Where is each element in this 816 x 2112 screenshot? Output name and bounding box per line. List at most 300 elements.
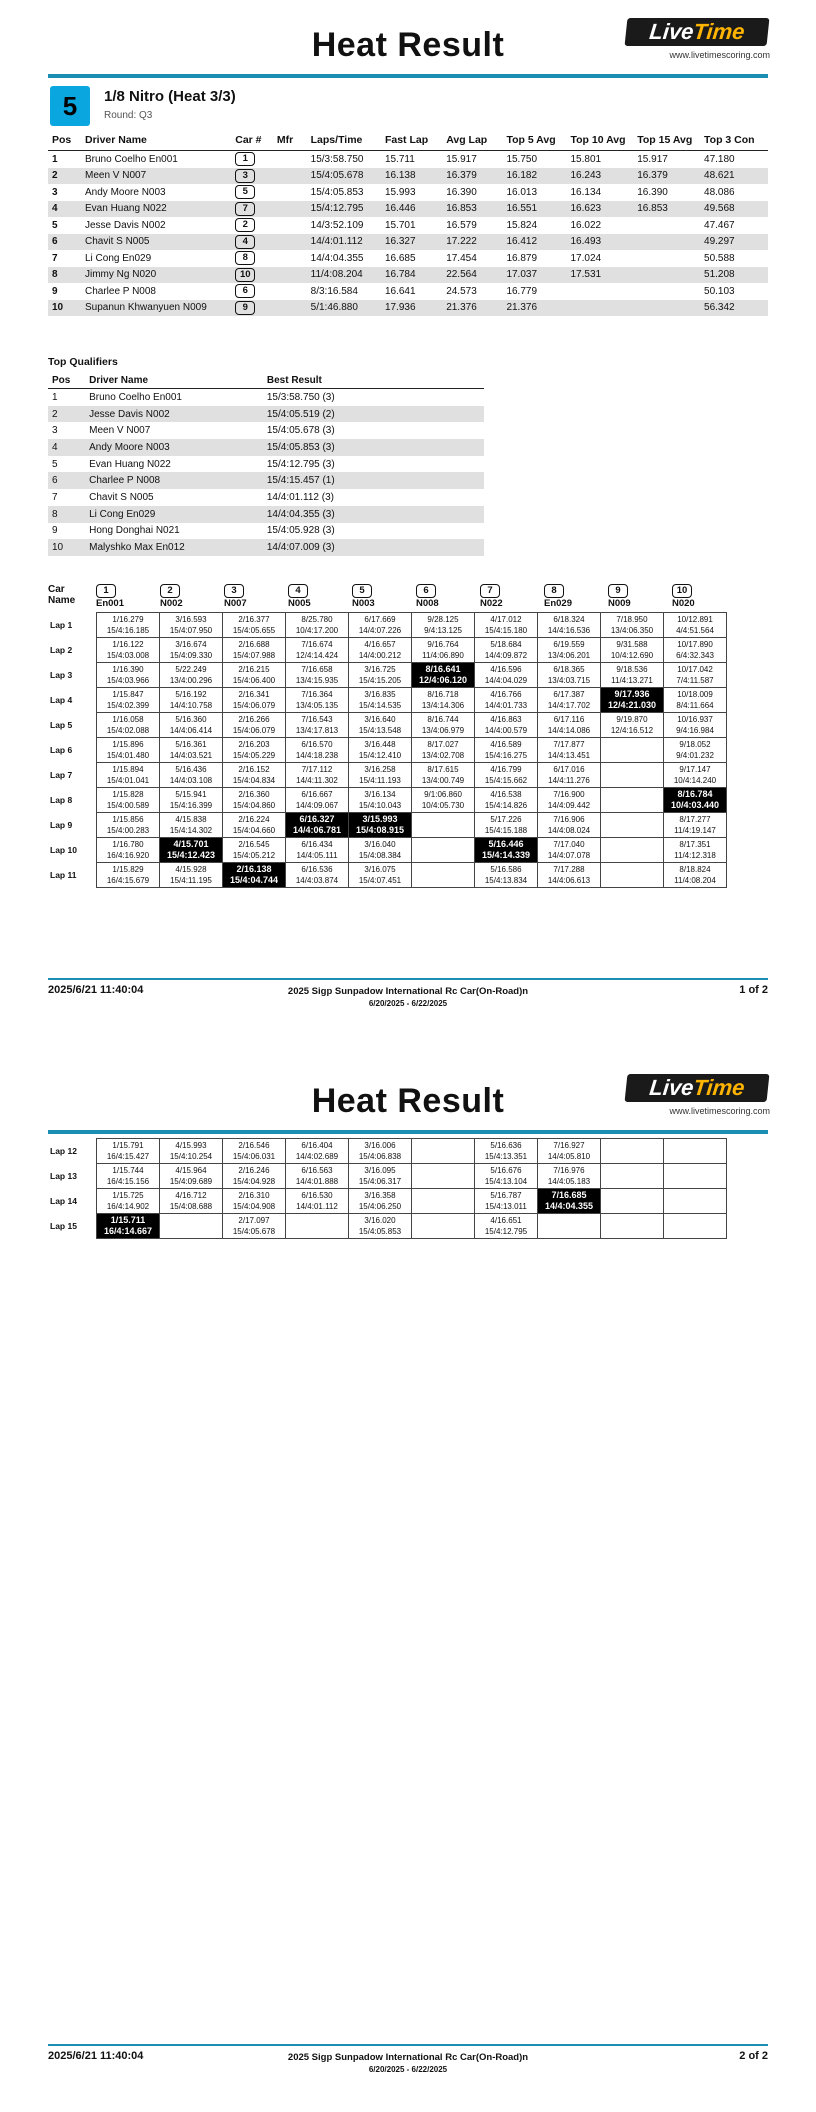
- lap-cell-total: 15/4:00.283: [106, 826, 150, 835]
- lap-cell: [664, 713, 727, 738]
- lap-cell: [475, 638, 538, 663]
- lap-cell-time: 4/16.657: [364, 640, 396, 649]
- lap-cell-time: 1/15.847: [112, 690, 144, 699]
- lap-cell-total: 15/4:11.195: [170, 876, 212, 885]
- lap-cell-total: 15/4:15.205: [358, 676, 402, 685]
- lap-row: [48, 688, 727, 713]
- lap-label: Lap 10: [50, 844, 77, 855]
- lap-cell-time: 3/16.020: [364, 1216, 396, 1225]
- top-qualifier-cell-name: Jesse Davis N002: [85, 406, 263, 423]
- lap-cell-time: 5/16.360: [175, 715, 207, 724]
- lap-label: Lap 5: [50, 719, 73, 730]
- car-number-badge: 1: [96, 584, 116, 598]
- results-cell-avg: 16.390: [446, 186, 477, 198]
- lap-cell: [349, 863, 412, 888]
- lap-cell-time: 2/16.246: [238, 1166, 270, 1175]
- results-cell-avg: 16.579: [446, 219, 477, 231]
- page-2: [0, 1056, 816, 2112]
- lap-cell: [538, 613, 601, 638]
- results-cell-name: Li Cong En029: [85, 252, 152, 264]
- lap-cell: [475, 763, 538, 788]
- lap-cell-time: 4/16.651: [490, 1216, 522, 1225]
- results-cell-mfr: [273, 151, 307, 168]
- lap-row: [48, 1189, 727, 1214]
- lap-cell-total: 15/4:16.185: [106, 626, 150, 635]
- results-cell-name: Meen V N007: [81, 168, 231, 185]
- website-url: www.livetimescoring.com: [669, 1106, 770, 1116]
- website-url: www.livetimescoring.com: [669, 50, 770, 60]
- lap-cell: [601, 638, 664, 663]
- lap-cell: [412, 688, 475, 713]
- top-qualifier-cell-pos: 3: [52, 425, 58, 437]
- results-cell-fast: 16.685: [384, 252, 416, 264]
- results-cell-laps: 15/3:58.750: [310, 153, 364, 165]
- lap-cell-time: 2/16.138: [236, 864, 272, 874]
- lap-cell: [538, 1214, 601, 1239]
- header-rule: [48, 1130, 768, 1134]
- results-row: [48, 184, 768, 201]
- lap-cell-time: 10/17.042: [677, 665, 713, 674]
- lap-cell-time: 5/16.446: [488, 839, 524, 849]
- results-cell-t5: 17.037: [502, 267, 566, 284]
- lap-cell: [664, 1139, 727, 1164]
- results-col-header: Top 5 Avg: [502, 130, 566, 151]
- results-cell-t15: [633, 300, 700, 317]
- lap-cell: [475, 1164, 538, 1189]
- results-cell-fast: 17.936: [381, 300, 442, 317]
- car-number-badge: 10: [672, 584, 692, 598]
- lap-cell-time: 1/15.828: [112, 790, 144, 799]
- lap-cell-time: 10/16.937: [677, 715, 713, 724]
- lap-cell: [412, 838, 475, 863]
- lap-cell-time: [412, 1140, 474, 1151]
- top-qualifier-row: [48, 472, 484, 489]
- lap-cell: [349, 813, 412, 838]
- lap-label: Lap 12: [50, 1145, 77, 1156]
- results-cell-t3c: 48.621: [700, 168, 768, 185]
- top-qualifier-cell-best: 15/4:05.928 (3): [266, 525, 335, 537]
- lap-cell-time: 3/16.448: [364, 740, 396, 749]
- lap-cell-total: 9/4:01.232: [676, 751, 714, 760]
- lap-label: Lap 7: [50, 769, 73, 780]
- results-cell-mfr: [273, 234, 307, 251]
- footer-rule: [48, 978, 768, 980]
- lap-cell-total: 15/4:00.589: [106, 801, 150, 810]
- results-cell-t5: 15.750: [506, 153, 538, 165]
- results-cell-avg: 22.564: [442, 267, 502, 284]
- lap-cell: [412, 863, 475, 888]
- results-cell-pos: 3: [52, 186, 58, 198]
- top-qualifier-cell-name: Malyshko Max En012: [85, 539, 263, 556]
- car-header-name: N003: [352, 598, 375, 609]
- lap-cell: [664, 788, 727, 813]
- car-header-name: En001: [96, 598, 124, 609]
- lap-cell-total: 15/4:01.041: [106, 776, 150, 785]
- lap-cell: [160, 1164, 223, 1189]
- lap-cell-total: 12/4:06.120: [418, 675, 468, 685]
- lap-cell: [97, 613, 160, 638]
- lap-cell-time: 1/15.744: [112, 1166, 144, 1175]
- results-cell-t3c: 50.103: [704, 285, 735, 297]
- page-title: Heat Result: [311, 26, 505, 64]
- lap-cell-total: [412, 1176, 474, 1187]
- lap-cell-total: 15/4:13.351: [484, 1152, 528, 1161]
- car-header-name: N005: [288, 598, 311, 609]
- results-table: [48, 130, 768, 316]
- lap-cell: [349, 613, 412, 638]
- lap-cell-time: [601, 814, 663, 825]
- lap-cell: [349, 1164, 412, 1189]
- lap-cell: [475, 613, 538, 638]
- lap-cell-total: 14/4:08.024: [547, 826, 591, 835]
- lap-cell: [349, 713, 412, 738]
- lap-row: [48, 1214, 727, 1239]
- lap-cell-time: 1/16.122: [112, 640, 144, 649]
- top-qualifier-row: [48, 506, 484, 523]
- lap-cell-time: [160, 1215, 222, 1226]
- lap-cell: [538, 663, 601, 688]
- lap-cell-total: 14/4:03.108: [169, 776, 213, 785]
- lap-cell-time: 7/16.976: [553, 1166, 585, 1175]
- results-cell-t5: 21.376: [502, 300, 566, 317]
- lap-cell: [286, 713, 349, 738]
- lap-cell-total: 10/4:14.240: [673, 776, 717, 785]
- lap-row: [48, 863, 727, 888]
- lap-cell-total: 14/4:00.579: [484, 726, 528, 735]
- lap-cell-time: 6/16.563: [301, 1166, 333, 1175]
- lap-cell-total: 12/4:21.030: [607, 700, 657, 710]
- car-number-badge: 3: [235, 169, 255, 183]
- lap-cell-total: 14/4:09.442: [547, 801, 591, 810]
- lap-cell-total: [412, 825, 474, 836]
- footer-page-number: 2 of 2: [739, 2050, 768, 2062]
- lap-cell: [223, 813, 286, 838]
- lap-cell-time: 4/15.838: [175, 815, 207, 824]
- lap-cell: [475, 1139, 538, 1164]
- results-cell-t15: 16.379: [633, 168, 700, 185]
- results-cell-t3c: 51.208: [700, 267, 768, 284]
- results-cell-t15: [633, 217, 700, 234]
- lap-cell: [475, 863, 538, 888]
- lap-cell: [223, 713, 286, 738]
- lap-cell-time: 4/15.964: [175, 1166, 207, 1175]
- lap-cell-time: 8/16.744: [427, 715, 459, 724]
- results-cell-t15: [633, 250, 700, 267]
- lap-cell-time: 2/17.097: [238, 1216, 270, 1225]
- lap-cell-total: 14/4:00.212: [358, 651, 402, 660]
- lap-cell: [412, 638, 475, 663]
- lap-cell-total: 13/4:03.715: [547, 676, 591, 685]
- results-cell-fast: 16.784: [381, 267, 442, 284]
- lap-cell-total: 14/4:07.226: [358, 626, 402, 635]
- lap-cell-total: 14/4:02.689: [295, 1152, 339, 1161]
- car-number-badge: 7: [480, 584, 500, 598]
- livetime-logo: [625, 1074, 770, 1102]
- lap-cell-time: 4/16.596: [490, 665, 522, 674]
- lap-cell: [412, 763, 475, 788]
- lap-cell-total: 15/4:05.853: [358, 1227, 402, 1236]
- lap-row: [48, 1164, 727, 1189]
- lap-cell-time: 1/15.711: [110, 1215, 146, 1225]
- lap-cell-time: 9/16.764: [427, 640, 459, 649]
- lap-cell-total: 15/4:14.535: [358, 701, 402, 710]
- results-cell-mfr: [273, 168, 307, 185]
- lap-cell: [664, 613, 727, 638]
- results-cell-t5: 16.779: [506, 285, 538, 297]
- lap-cell-total: 15/4:05.212: [232, 851, 276, 860]
- lap-cell-total: 15/4:06.079: [232, 701, 276, 710]
- lap-cell-total: 7/4:11.587: [676, 676, 714, 685]
- lap-cell-time: 3/16.134: [364, 790, 396, 799]
- lap-cell: [160, 688, 223, 713]
- lap-cell: [286, 1164, 349, 1189]
- lap-cell-time: 2/16.545: [238, 840, 270, 849]
- lap-cell-total: 15/4:04.908: [232, 1202, 276, 1211]
- lap-cell-time: 6/16.570: [301, 740, 333, 749]
- car-header-name: N007: [224, 598, 247, 609]
- lap-cell-time: 8/25.780: [301, 615, 333, 624]
- lap-cell-time: 4/15.928: [175, 865, 207, 874]
- lap-cell-total: 15/4:06.838: [358, 1152, 402, 1161]
- lap-cell-time: 9/18.052: [679, 740, 711, 749]
- lap-cell: [286, 838, 349, 863]
- heat-number-badge: 5: [50, 86, 90, 126]
- top-qualifiers-col-header: Driver Name: [85, 372, 263, 389]
- lap-cell-total: 15/4:16.399: [169, 801, 213, 810]
- lap-cell-time: 3/16.075: [364, 865, 396, 874]
- results-cell-fast: 16.641: [384, 285, 416, 297]
- lap-cell-total: 15/4:01.480: [106, 751, 150, 760]
- lap-label: Lap 3: [50, 669, 73, 680]
- lap-cell-total: 15/4:10.043: [358, 801, 402, 810]
- lap-cell: [601, 838, 664, 863]
- lap-cell-time: 8/18.824: [679, 865, 711, 874]
- results-col-header: Top 10 Avg: [566, 130, 633, 151]
- lap-cell: [160, 738, 223, 763]
- lap-cell: [538, 738, 601, 763]
- lap-cell-total: 15/4:12.795: [484, 1227, 528, 1236]
- lap-cell-time: 6/17.387: [553, 690, 585, 699]
- lap-cell: [97, 738, 160, 763]
- lap-cell-total: 14/4:01.112: [296, 1202, 338, 1211]
- lap-chart-page-2: [48, 1138, 727, 1239]
- lap-cell-total: [664, 1226, 726, 1237]
- lap-cell: [538, 813, 601, 838]
- lap-cell-time: 4/16.766: [490, 690, 522, 699]
- lap-cell: [223, 863, 286, 888]
- lap-cell-time: [664, 1215, 726, 1226]
- heat-title: 1/8 Nitro (Heat 3/3): [104, 88, 236, 105]
- lap-cell: [601, 1139, 664, 1164]
- lap-cell-time: [664, 1140, 726, 1151]
- lap-cell-total: [412, 1226, 474, 1237]
- lap-cell-total: 15/4:03.008: [106, 651, 150, 660]
- lap-cell-time: 2/16.224: [238, 815, 270, 824]
- lap-cell: [286, 813, 349, 838]
- results-cell-car: [231, 168, 273, 185]
- lap-cell: [475, 788, 538, 813]
- lap-cell: [538, 1189, 601, 1214]
- lap-cell-time: 3/16.006: [364, 1141, 396, 1150]
- results-cell-name: Charlee P N008: [85, 285, 156, 297]
- lap-cell: [538, 863, 601, 888]
- lap-cell-total: 15/4:06.079: [232, 726, 276, 735]
- lap-cell: [601, 1189, 664, 1214]
- lap-cell: [664, 763, 727, 788]
- lap-cell-time: 2/16.152: [238, 765, 270, 774]
- lap-cell-total: 14/4:03.874: [295, 876, 339, 885]
- lap-cell-time: [412, 1165, 474, 1176]
- lap-cell-time: 9/18.536: [616, 665, 648, 674]
- results-row: [48, 300, 768, 317]
- lap-cell-time: 5/17.226: [490, 815, 522, 824]
- lap-cell-total: 13/4:05.135: [295, 701, 339, 710]
- lap-cell: [475, 688, 538, 713]
- lap-cell: [475, 1214, 538, 1239]
- lap-cell-total: 14/4:10.758: [169, 701, 213, 710]
- lap-cell: [601, 788, 664, 813]
- lap-cell-time: 9/28.125: [427, 615, 459, 624]
- lap-cell-total: 15/4:14.302: [169, 826, 213, 835]
- lap-cell-time: [601, 839, 663, 850]
- results-cell-t3c: 48.086: [704, 186, 735, 198]
- lap-cell-time: 1/16.058: [112, 715, 144, 724]
- results-cell-t10: [566, 300, 633, 317]
- lap-cell: [286, 788, 349, 813]
- lap-cell-time: 7/16.900: [553, 790, 585, 799]
- lap-cell-time: 2/16.310: [238, 1191, 270, 1200]
- lap-cell: [160, 763, 223, 788]
- lap-cell-time: 3/16.835: [364, 690, 396, 699]
- results-cell-pos: 5: [52, 219, 58, 231]
- results-cell-car: [231, 217, 273, 234]
- results-cell-t5: 15.824: [506, 219, 538, 231]
- results-cell-t10: 16.623: [566, 201, 633, 218]
- results-cell-laps: 15/4:12.795: [307, 201, 381, 218]
- lap-cell: [97, 1139, 160, 1164]
- lap-cell: [412, 663, 475, 688]
- lap-cell-total: [664, 1176, 726, 1187]
- results-cell-pos: 6: [48, 234, 81, 251]
- results-cell-t15: 15.917: [637, 153, 668, 165]
- results-cell-name: Bruno Coelho En001: [85, 153, 178, 165]
- footer-dates: 6/20/2025 - 6/22/2025: [368, 999, 448, 1008]
- lap-cell-time: 9/17.936: [614, 689, 650, 699]
- lap-cell-time: [601, 1140, 663, 1151]
- lap-cell-time: 10/18.009: [677, 690, 713, 699]
- lap-cell-total: [601, 850, 663, 861]
- lap-cell: [160, 638, 223, 663]
- car-number-badge: 1: [235, 152, 255, 166]
- lap-cell-time: 3/16.358: [364, 1191, 396, 1200]
- lap-cell-total: 11/4:06.890: [422, 651, 464, 660]
- lap-cell-time: 6/16.530: [301, 1191, 333, 1200]
- results-cell-pos: 1: [52, 153, 58, 165]
- lap-cell-total: 15/4:08.384: [358, 851, 402, 860]
- car-number-badge: 6: [235, 284, 255, 298]
- results-cell-avg: 17.454: [446, 252, 477, 264]
- results-cell-t15: 16.853: [633, 201, 700, 218]
- footer-datetime: 2025/6/21 11:40:04: [48, 2050, 144, 2062]
- car-header: [480, 584, 544, 609]
- lap-cell-total: 15/4:13.011: [485, 1202, 527, 1211]
- lap-cell-time: 9/31.588: [616, 640, 648, 649]
- lap-cell-time: 9/17.147: [679, 765, 711, 774]
- results-cell-fast: 16.138: [381, 168, 442, 185]
- lap-cell-time: 1/15.856: [112, 815, 144, 824]
- lap-cell: [160, 613, 223, 638]
- lap-cell: [286, 863, 349, 888]
- results-cell-fast: 15.701: [384, 219, 416, 231]
- lap-cell: [160, 663, 223, 688]
- results-cell-fast: 15.993: [384, 186, 416, 198]
- results-cell-car: [231, 283, 273, 300]
- lap-cell-time: 7/16.906: [553, 815, 585, 824]
- top-qualifier-cell-best: 14/4:01.112 (3): [266, 491, 334, 503]
- lap-label: Lap 14: [50, 1195, 77, 1206]
- lap-cell-total: 14/4:06.414: [169, 726, 213, 735]
- results-cell-pos: 2: [48, 168, 81, 185]
- lap-cell-time: 2/16.203: [238, 740, 270, 749]
- car-header: [416, 584, 480, 609]
- logo-live-text: Live: [648, 19, 695, 44]
- car-header: [160, 584, 224, 609]
- results-row: [48, 283, 768, 300]
- lap-cell-time: 3/16.095: [364, 1166, 396, 1175]
- lap-label: Lap 4: [50, 694, 73, 705]
- lap-cell-time: 6/17.669: [364, 615, 396, 624]
- lap-cell-time: 2/16.377: [238, 615, 270, 624]
- lap-cell-time: 4/15.993: [175, 1141, 207, 1150]
- lap-cell: [97, 788, 160, 813]
- top-qualifier-cell-name: Bruno Coelho En001: [89, 391, 182, 403]
- results-cell-laps: 15/4:05.678: [307, 168, 381, 185]
- results-cell-t3c: 47.180: [704, 153, 735, 165]
- lap-row: [48, 788, 727, 813]
- lap-cell-time: 6/16.667: [301, 790, 333, 799]
- results-cell-name: Andy Moore N003: [85, 186, 166, 198]
- lap-cell-time: 5/22.249: [175, 665, 207, 674]
- lap-cell-time: 7/18.950: [616, 615, 648, 624]
- lap-label: Lap 6: [50, 744, 73, 755]
- top-qualifiers-header-row: [48, 372, 484, 389]
- footer-page-number: 1 of 2: [739, 984, 768, 996]
- lap-cell: [601, 863, 664, 888]
- lap-cell-total: 14/4:04.029: [484, 676, 528, 685]
- lap-label: Lap 9: [50, 819, 73, 830]
- lap-cell-total: 10/4:17.200: [295, 626, 339, 635]
- lap-cell-time: 2/16.360: [238, 790, 270, 799]
- lap-cell-time: [286, 1215, 348, 1226]
- results-cell-mfr: [273, 184, 307, 201]
- top-qualifiers-col-header: Best Result: [263, 372, 484, 389]
- results-cell-t3c: 47.467: [704, 219, 735, 231]
- lap-cell: [97, 1164, 160, 1189]
- lap-cell-time: 10/12.891: [677, 615, 713, 624]
- top-qualifier-cell-name: Chavit S N005: [89, 491, 154, 503]
- lap-cell: [412, 713, 475, 738]
- lap-cell-total: 15/4:15.662: [484, 776, 528, 785]
- lap-cell-time: [664, 1165, 726, 1176]
- lap-cell: [223, 788, 286, 813]
- lap-cell: [97, 663, 160, 688]
- lap-cell: [97, 813, 160, 838]
- lap-cell-total: 15/4:03.966: [106, 676, 150, 685]
- lap-cell-total: [412, 850, 474, 861]
- lap-cell: [664, 688, 727, 713]
- lap-cell-total: 14/4:03.521: [169, 751, 213, 760]
- lap-cell: [97, 763, 160, 788]
